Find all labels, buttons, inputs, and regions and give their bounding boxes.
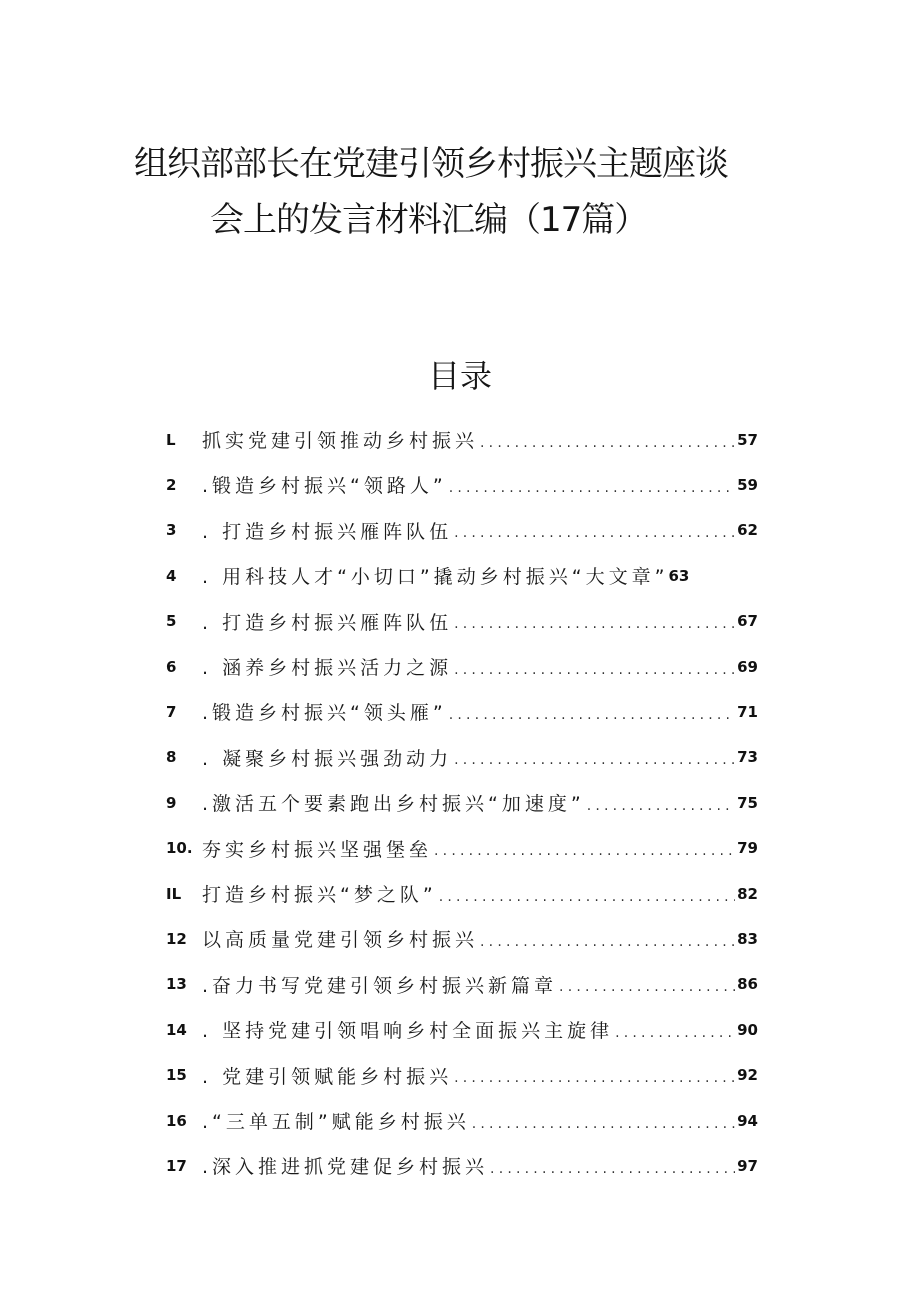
toc-entry[interactable] [166,417,758,462]
toc-entry-page-number: 59 [737,475,758,494]
toc-entry-page-number: 83 [737,929,758,948]
toc-entry-number: 5 [166,612,177,631]
toc-entry-title: .锻造乡村振兴“领路人” [202,475,447,498]
toc-entry-page-number: 94 [737,1111,758,1130]
toc-heading: 目录 [427,357,492,395]
toc-entry-title: .奋力书写党建引领乡村振兴新篇章 [202,974,558,997]
toc-entry-title: . 用科技人才“小切口”撬动乡村振兴“大文章” [202,566,669,589]
toc-entry-page-number: 90 [737,1020,758,1039]
toc-entry-number: 17 [166,1156,187,1175]
toc-dot-leader [452,746,735,768]
toc-entry-title: . 党建引领赋能乡村振兴 [202,1065,453,1088]
toc-entry[interactable] [166,871,758,916]
toc-entry[interactable] [166,553,758,598]
toc-entry[interactable] [166,462,758,507]
toc-dot-leader [478,429,735,451]
toc-entry-page-number: 71 [737,702,758,721]
toc-entry[interactable] [166,1007,758,1052]
toc-entry-title: . 凝聚乡村振兴强劲动力 [202,747,453,770]
toc-entry-number: L [166,430,176,449]
toc-entry-number: 16 [166,1111,187,1130]
toc-dot-leader [585,792,735,814]
document-title-line-1: 组织部部长在党建引领乡村振兴主题座谈 [134,144,728,184]
toc-dot-leader [613,1019,735,1041]
toc-entry-page-number: 73 [737,748,758,767]
toc-dot-leader [452,656,735,678]
toc-entry-page-number: 79 [737,839,758,858]
toc-entry[interactable] [166,1053,758,1098]
toc-entry-title: 打造乡村振兴“梦之队” [202,884,437,906]
toc-dot-leader [452,519,735,541]
toc-entry-title: .深入推进抓党建促乡村振兴 [202,1156,489,1179]
toc-dot-leader [478,928,735,950]
toc-dot-leader [447,701,735,723]
toc-entry-title: .激活五个要素跑出乡村振兴“加速度” [202,793,585,816]
toc-entry[interactable] [166,780,758,825]
toc-entry-page-number: 92 [737,1066,758,1085]
toc-entry-number: 15 [166,1066,187,1085]
toc-entry-number: 12 [166,929,187,948]
toc-entry-page-number: 82 [737,884,758,903]
toc-entry-number: 14 [166,1020,187,1039]
toc-dot-leader [437,883,735,905]
toc-dot-leader [447,474,735,496]
toc-entry[interactable] [166,644,758,689]
toc-entry[interactable] [166,1143,758,1188]
toc-entry-page-number: 62 [737,521,758,540]
toc-entry-number: 4 [166,566,177,585]
toc-entry-title: .锻造乡村振兴“领头雁” [202,702,447,725]
toc-entry-title: 抓实党建引领推动乡村振兴 [202,430,479,452]
toc-entry-title: . 坚持党建引领唱响乡村全面振兴主旋律 [202,1020,614,1043]
toc-entry-title: .“三单五制”赋能乡村振兴 [202,1111,470,1133]
toc-dot-leader [452,1064,735,1086]
toc-entry[interactable] [166,508,758,553]
toc-dot-leader [470,1110,735,1132]
toc-entry-number: 2 [166,475,177,494]
toc-dot-leader [488,1155,735,1177]
toc-entry[interactable] [166,962,758,1007]
toc-entry-page-number: 75 [737,793,758,812]
toc-entry-title: . 涵养乡村振兴活力之源 [202,657,453,679]
toc-entry[interactable] [166,599,758,644]
toc-entry[interactable] [166,735,758,780]
toc-entry[interactable] [166,689,758,734]
toc-entry-page-number: 97 [737,1156,758,1175]
toc-entry[interactable] [166,1098,758,1143]
toc-dot-leader [432,837,735,859]
toc-entry-number: 8 [166,748,177,767]
toc-entry-page-number: 86 [737,975,758,994]
toc-entry-title: 夯实乡村振兴坚强堡垒 [202,838,433,861]
toc-entry-title: . 打造乡村振兴雁阵队伍 [202,611,453,634]
toc-entry-page-number: 63 [668,566,690,585]
toc-entry-page-number: 69 [737,657,758,676]
document-title-line-2: 会上的发言材料汇编（17篇） [210,200,648,240]
toc-entry-number: 7 [166,702,177,721]
toc-entry-title: 以高质量党建引领乡村振兴 [202,929,479,952]
toc-entry-number: IL [166,884,182,903]
toc-entry[interactable] [166,826,758,871]
toc-entry-page-number: 57 [737,430,758,449]
toc-entry-number: 10. [166,839,193,858]
toc-entry-number: 6 [166,657,177,676]
toc-entry-number: 3 [166,521,177,540]
toc-dot-leader [452,610,735,632]
toc-entry[interactable] [166,916,758,961]
toc-entry-page-number: 67 [737,612,758,631]
toc-entry-title: . 打造乡村振兴雁阵队伍 [202,520,453,543]
toc-dot-leader [557,973,735,995]
toc-entry-number: 13 [166,975,187,994]
toc-entry-number: 9 [166,793,177,812]
